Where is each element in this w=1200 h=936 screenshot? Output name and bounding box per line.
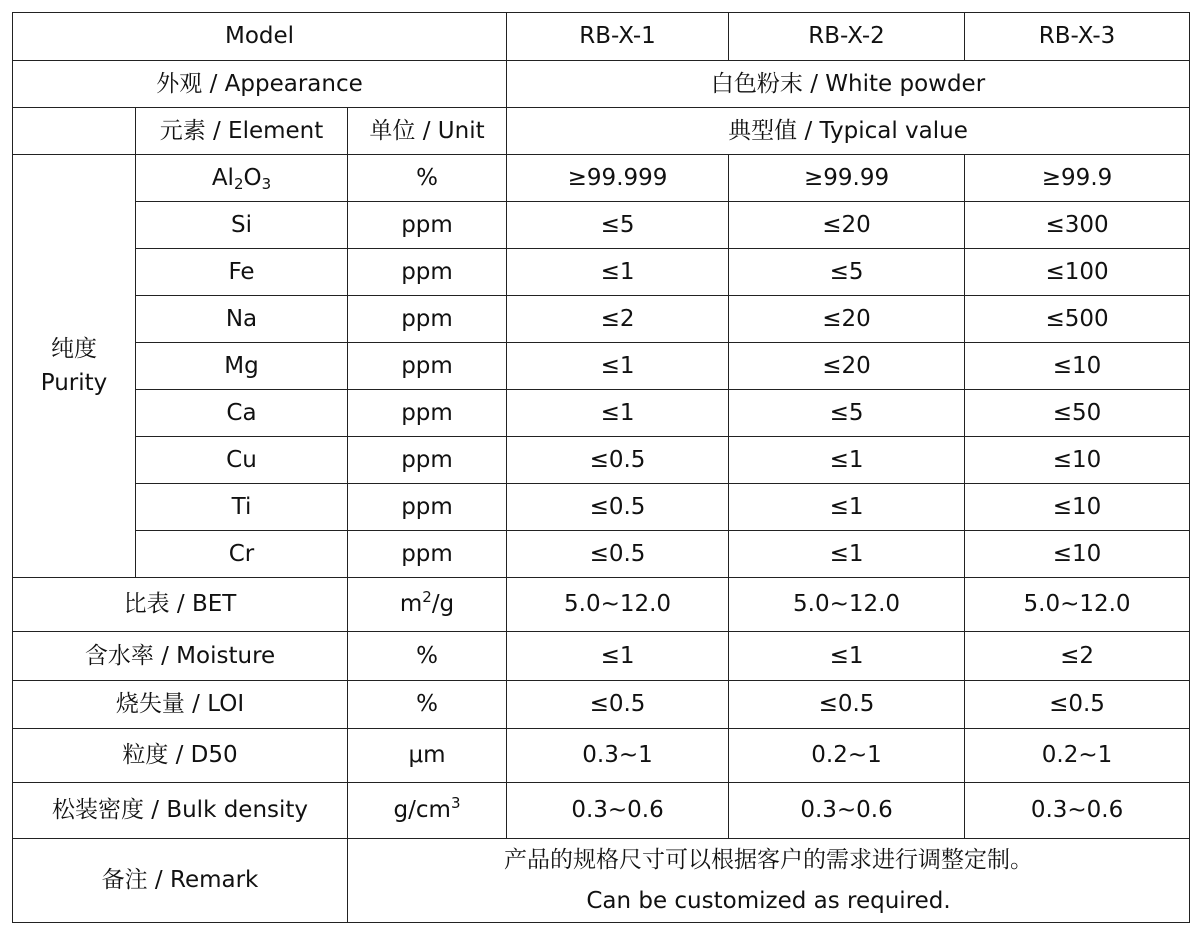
element-cell: Cu bbox=[136, 437, 348, 484]
appearance-row bbox=[13, 61, 1190, 108]
value-cell: ≥99.99 bbox=[729, 155, 965, 202]
value-cell: ≤0.5 bbox=[729, 681, 965, 729]
unit-cell: ppm bbox=[348, 202, 507, 249]
property-label: 烧失量 / LOI bbox=[13, 681, 348, 729]
value-cell: ≤0.5 bbox=[507, 681, 729, 729]
value-cell: ≤1 bbox=[729, 632, 965, 681]
value-cell: 0.3~0.6 bbox=[507, 783, 729, 839]
unit-cell: ppm bbox=[348, 249, 507, 296]
unit-cell: ppm bbox=[348, 437, 507, 484]
model-rb-x-3: RB-X-3 bbox=[965, 13, 1190, 61]
value-cell: ≤50 bbox=[965, 390, 1190, 437]
value-cell: ≥99.9 bbox=[965, 155, 1190, 202]
model-rb-x-1: RB-X-1 bbox=[507, 13, 729, 61]
purity-row-ti bbox=[13, 484, 1190, 531]
property-row-loi bbox=[13, 681, 1190, 729]
value-cell: ≤1 bbox=[507, 249, 729, 296]
element-cell: Na bbox=[136, 296, 348, 343]
purity-label-en: Purity bbox=[40, 370, 108, 396]
element-cell: $Al_2O_3$ bbox=[136, 155, 348, 202]
header-row bbox=[13, 13, 1190, 61]
value-cell: ≤10 bbox=[965, 343, 1190, 390]
model-label: Model bbox=[13, 13, 507, 61]
element-cell: Si bbox=[136, 202, 348, 249]
value-cell: ≤20 bbox=[729, 296, 965, 343]
unit-cell: % bbox=[348, 681, 507, 729]
unit-cell: $m^2/g$ bbox=[348, 578, 507, 632]
property-row-bulk-density bbox=[13, 783, 1190, 839]
value-cell: ≤2 bbox=[507, 296, 729, 343]
element-cell: Cr bbox=[136, 531, 348, 578]
value-cell: ≤20 bbox=[729, 343, 965, 390]
value-cell: ≤10 bbox=[965, 484, 1190, 531]
value-cell: ≤10 bbox=[965, 531, 1190, 578]
value-cell: 0.3~0.6 bbox=[729, 783, 965, 839]
value-cell: ≤5 bbox=[729, 249, 965, 296]
value-cell: 0.3~1 bbox=[507, 729, 729, 783]
purity-row-mg bbox=[13, 343, 1190, 390]
value-cell: 5.0~12.0 bbox=[965, 578, 1190, 632]
value-cell: ≤300 bbox=[965, 202, 1190, 249]
purity-row-si bbox=[13, 202, 1190, 249]
value-cell: ≤0.5 bbox=[507, 484, 729, 531]
property-row-moisture bbox=[13, 632, 1190, 681]
value-cell: 0.3~0.6 bbox=[965, 783, 1190, 839]
value-cell: ≤1 bbox=[507, 343, 729, 390]
value-cell: ≤0.5 bbox=[507, 437, 729, 484]
remark-row bbox=[13, 839, 1190, 923]
unit-label: 单位 / Unit bbox=[348, 108, 507, 155]
value-cell: ≤1 bbox=[729, 437, 965, 484]
appearance-label: 外观 / Appearance bbox=[13, 61, 507, 108]
value-cell: ≤10 bbox=[965, 437, 1190, 484]
value-cell: ≤5 bbox=[507, 202, 729, 249]
purity-label bbox=[13, 155, 136, 578]
unit-cell: ppm bbox=[348, 296, 507, 343]
element-label: 元素 / Element bbox=[136, 108, 348, 155]
purity-row-na bbox=[13, 296, 1190, 343]
element-cell: Mg bbox=[136, 343, 348, 390]
element-cell: Ti bbox=[136, 484, 348, 531]
unit-cell: ppm bbox=[348, 343, 507, 390]
value-cell: ≤500 bbox=[965, 296, 1190, 343]
value-cell: ≤1 bbox=[507, 390, 729, 437]
value-cell: ≤20 bbox=[729, 202, 965, 249]
remark-label: 备注 / Remark bbox=[13, 839, 348, 923]
value-cell: ≤100 bbox=[965, 249, 1190, 296]
value-cell: ≤5 bbox=[729, 390, 965, 437]
typical-value-label: 典型值 / Typical value bbox=[507, 108, 1190, 155]
appearance-value: 白色粉末 / White powder bbox=[507, 61, 1190, 108]
remark-line-cn: 产品的规格尺寸可以根据客户的需求进行调整定制。 bbox=[504, 847, 1034, 874]
purity-row-cu bbox=[13, 437, 1190, 484]
purity-row-fe bbox=[13, 249, 1190, 296]
value-cell: ≤1 bbox=[507, 632, 729, 681]
unit-cell: $g/cm^3$ bbox=[348, 783, 507, 839]
value-cell: 0.2~1 bbox=[965, 729, 1190, 783]
unit-cell: % bbox=[348, 632, 507, 681]
property-row-d50 bbox=[13, 729, 1190, 783]
purity-row-cr bbox=[13, 531, 1190, 578]
value-cell: 5.0~12.0 bbox=[507, 578, 729, 632]
unit-cell: ppm bbox=[348, 531, 507, 578]
purity-row-ca bbox=[13, 390, 1190, 437]
value-cell: ≤1 bbox=[729, 531, 965, 578]
spec-table bbox=[12, 12, 1190, 923]
property-label: 粒度 / D50 bbox=[13, 729, 348, 783]
value-cell: 5.0~12.0 bbox=[729, 578, 965, 632]
value-cell: ≤1 bbox=[729, 484, 965, 531]
unit-cell: μm bbox=[348, 729, 507, 783]
property-label: 含水率 / Moisture bbox=[13, 632, 348, 681]
remark-line-en: Can be customized as required. bbox=[586, 887, 951, 914]
value-cell: ≥99.999 bbox=[507, 155, 729, 202]
value-cell: ≤0.5 bbox=[507, 531, 729, 578]
subheader-blank bbox=[13, 108, 136, 155]
subheader-row bbox=[13, 108, 1190, 155]
value-cell: 0.2~1 bbox=[729, 729, 965, 783]
value-cell: ≤2 bbox=[965, 632, 1190, 681]
unit-cell: ppm bbox=[348, 390, 507, 437]
model-rb-x-2: RB-X-2 bbox=[729, 13, 965, 61]
remark-text bbox=[348, 839, 1190, 923]
property-label: 比表 / BET bbox=[13, 578, 348, 632]
property-label: 松装密度 / Bulk density bbox=[13, 783, 348, 839]
element-cell: Ca bbox=[136, 390, 348, 437]
purity-label-cn: 纯度 bbox=[51, 335, 97, 362]
value-cell: ≤0.5 bbox=[965, 681, 1190, 729]
purity-row-al2o3 bbox=[13, 155, 1190, 202]
unit-cell: % bbox=[348, 155, 507, 202]
element-cell: Fe bbox=[136, 249, 348, 296]
unit-cell: ppm bbox=[348, 484, 507, 531]
property-row-bet bbox=[13, 578, 1190, 632]
